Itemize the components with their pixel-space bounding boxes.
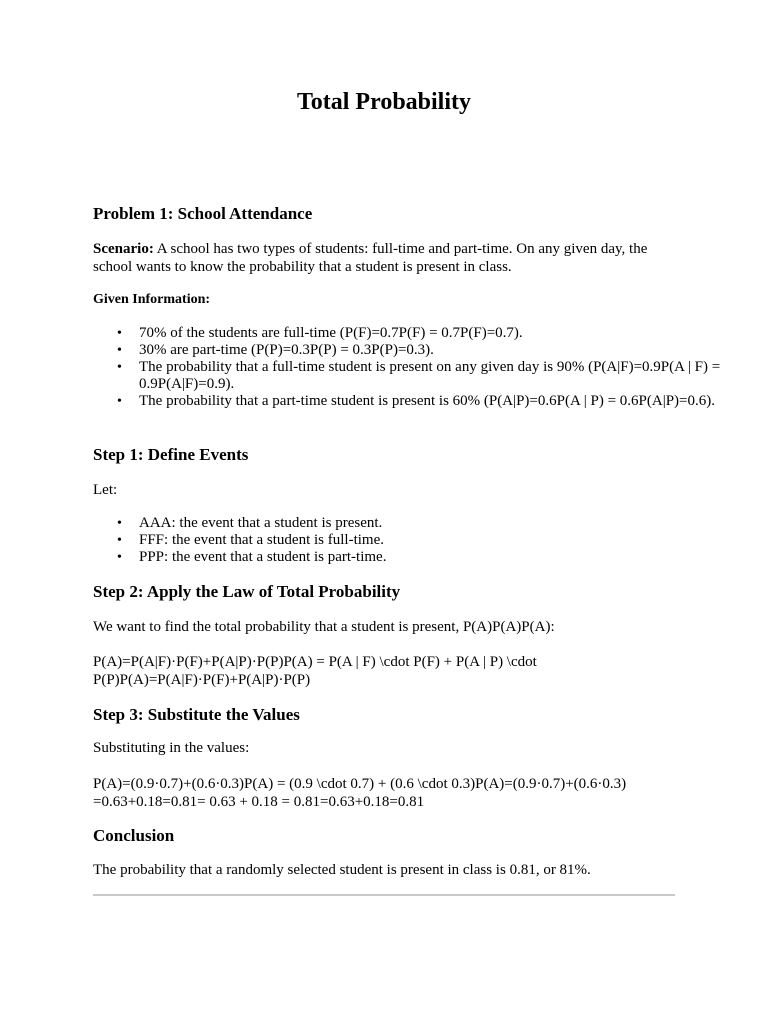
given-list bbox=[93, 325, 721, 410]
problem-heading: Problem 1: School Attendance bbox=[93, 204, 313, 223]
list-item: • 70% of the students are full-time (P(F)=0.7P(F) = 0.7P(F)=0.7). bbox=[139, 325, 721, 342]
horizontal-divider bbox=[93, 894, 675, 896]
list-item: • The probability that a part-time student is present is 60% (P(A|P)=0.6P(A | P) = 0.6P(A|P)=0.6). bbox=[139, 393, 721, 410]
step3-formula: P(A)=(0.9·0.7)+(0.6·0.3)P(A) = (0.9 \cdot 0.7) + (0.6 \cdot 0.3)P(A)=(0.9·0.7)+(0.6·0.3) =0.63+0.18=0.81= 0.63 + 0.18 = 0.81=0.63+0.18=0.81 bbox=[93, 776, 627, 810]
given-heading: Given Information: bbox=[93, 292, 211, 307]
step2-intro: We want to find the total probability that a student is present, P(A)P(A)P(A): bbox=[93, 619, 555, 635]
list-item: • PPP: the event that a student is part-time. bbox=[139, 549, 721, 566]
scenario-text: A school has two types of students: full-time and part-time. On any given day, the school wants to know the probability that a student is present in class. bbox=[93, 241, 648, 275]
list-item: • The probability that a full-time student is present on any given day is 90% (P(A|F)=0.9P(A | F) = 0.9P(A|F)=0.9). bbox=[139, 359, 721, 393]
conclusion-heading: Conclusion bbox=[93, 826, 175, 845]
step3-intro: Substituting in the values: bbox=[93, 740, 250, 756]
scenario-label: Scenario: bbox=[93, 241, 154, 257]
scenario-paragraph bbox=[93, 240, 675, 276]
step3-heading: Step 3: Substitute the Values bbox=[93, 705, 300, 724]
list-item: • 30% are part-time (P(P)=0.3P(P) = 0.3P(P)=0.3). bbox=[139, 342, 721, 359]
list-item: • AAA: the event that a student is present. bbox=[139, 515, 721, 532]
page-title: Total Probability bbox=[296, 89, 472, 115]
step1-intro: Let: bbox=[93, 482, 118, 498]
events-list bbox=[93, 515, 721, 566]
step2-formula: P(A)=P(A|F)·P(F)+P(A|P)·P(P)P(A) = P(A | F) \cdot P(F) + P(A | P) \cdot P(P)P(A)=P(A|F)·P(F)+P(A|P)·P(P) bbox=[93, 654, 537, 688]
step1-heading: Step 1: Define Events bbox=[93, 445, 249, 464]
list-item: • FFF: the event that a student is full-time. bbox=[139, 532, 721, 549]
step2-heading: Step 2: Apply the Law of Total Probability bbox=[93, 582, 401, 601]
conclusion-text: The probability that a randomly selected student is present in class is 0.81, or 81%. bbox=[93, 862, 591, 878]
